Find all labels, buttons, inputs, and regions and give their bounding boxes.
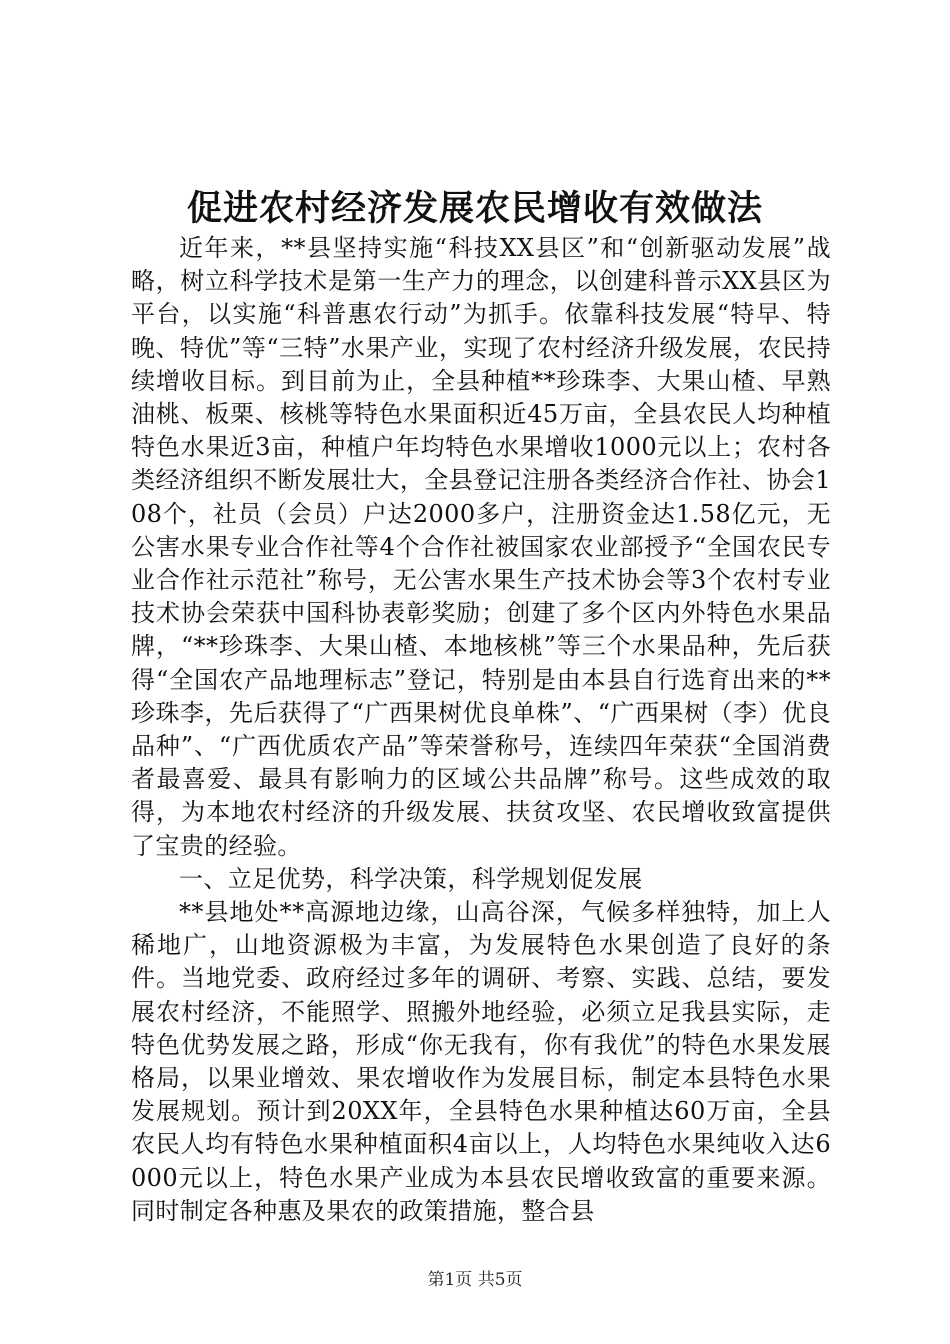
document-title: 促进农村经济发展农民增收有效做法 [186, 188, 763, 229]
section-heading-1: 一、立足优势，科学决策，科学规划促发展 [179, 864, 643, 893]
page-footer: 第1页 共5页 [427, 1270, 523, 1290]
document-body [131, 232, 831, 1228]
paragraph-section-1: **县地处**高源地边缘，山高谷深，气候多样独特，加上人稀地广，山地资源极为丰富，为发展特色水果创造了良好的条件。当地党委、政府经过多年的调研、考察、实践、总结，要发展农村经济，不能照学、照搬外地经验，必须立足我县实际，走特色优势发展之路，形成“你无我有，你有我优”的特色水果发展格局，以果业增效、果农增收作为发展目标，制定本县特色水果发展规划。预计到20XX年，全县特色水果种植达60万亩，全县农民人均有特色水果种植面积4亩以上，人均特色水果纯收入达6000元以上，特色水果产业成为本县农民增收致富的重要来源。同时制定各种惠及果农的政策措施，整合县 [131, 898, 831, 1225]
paragraph-intro: 近年来，**县坚持实施“科技XX县区”和“创新驱动发展”战略，树立科学技术是第一生产力的理念，以创建科普示XX县区为平台，以实施“科普惠农行动”为抓手。依靠科技发展“特早、特晚、特优”等“三特”水果产业，实现了农村经济升级发展，农民持续增收目标。到目前为止，全县种植**珍珠李、大果山楂、早熟油桃、板栗、核桃等特色水果面积近45万亩，全县农民人均种植特色水果近3亩，种植户年均特色水果增收1000元以上；农村各类经济组织不断发展壮大，全县登记注册各类经济合作社、协会108个，社员（会员）户达2000多户，注册资金达1.58亿元，无公害水果专业合作社等4个合作社被国家农业部授予“全国农民专业合作社示范社”称号，无公害水果生产技术协会等3个农村专业技术协会荣获中国科协表彰奖励；创建了多个区内外特色水果品牌，“**珍珠李、大果山楂、本地核桃”等三个水果品种，先后获得“全国农产品地理标志”登记，特别是由本县自行选育出来的**珍珠李，先后获得了“广西果树优良单株”、“广西果树（李）优良品种”、“广西优质农产品”等荣誉称号，连续四年荣获“全国消费者最喜爱、最具有影响力的区域公共品牌”称号。这些成效的取得，为本地农村经济的升级发展、扶贫攻坚、农民增收致富提供了宝贵的经验。 [131, 234, 831, 860]
